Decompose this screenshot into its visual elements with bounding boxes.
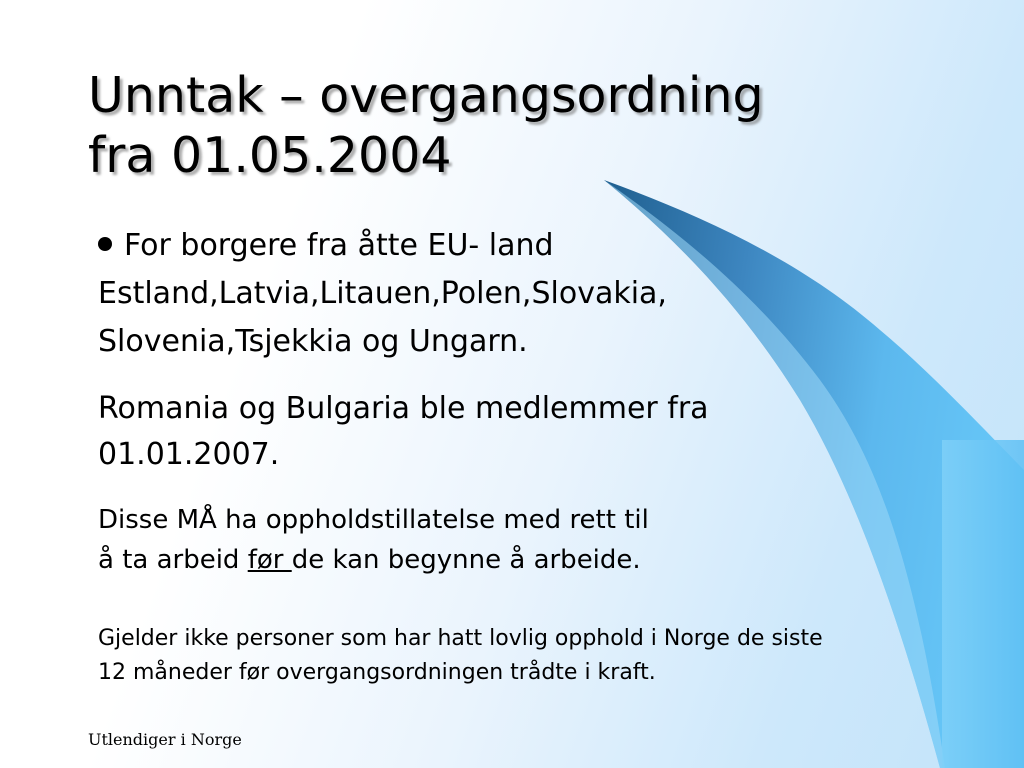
bullet-line-3: Slovenia,Tsjekkia og Ungarn.	[98, 324, 528, 359]
membership-line-2: 01.01.2007.	[98, 437, 280, 472]
page-title	[88, 66, 908, 186]
footer-text: Utlendiger i Norge	[88, 730, 242, 749]
bullet-line-1-text: For borgere fra åtte EU- land	[124, 228, 554, 263]
membership-line-1: Romania og Bulgaria ble medlemmer fra	[98, 391, 709, 426]
exception-paragraph	[98, 622, 958, 690]
permit-line-2	[98, 540, 798, 580]
permit-paragraph	[98, 500, 798, 580]
bullet-paragraph	[98, 222, 838, 366]
bullet-line-2: Estland,Latvia,Litauen,Polen,Slovakia,	[98, 276, 667, 311]
right-band	[942, 440, 1024, 768]
membership-paragraph	[98, 386, 838, 478]
permit-line-2-before: å ta arbeid	[98, 545, 248, 575]
title-line-2: fra 01.05.2004	[88, 127, 452, 184]
bullet-line-1	[98, 222, 838, 270]
title-line-1: Unntak – overgangsordning	[88, 67, 764, 124]
bullet-dot-icon	[98, 237, 112, 251]
exception-line-1: Gjelder ikke personer som har hatt lovlig opphold i Norge de siste	[98, 626, 823, 651]
permit-line-1: Disse MÅ ha oppholdstillatelse med rett til	[98, 505, 649, 535]
permit-line-2-after: de kan begynne å arbeide.	[291, 545, 641, 575]
permit-underlined-word: før	[247, 545, 292, 575]
exception-line-2: 12 måneder før overgangsordningen trådte i kraft.	[98, 660, 656, 685]
